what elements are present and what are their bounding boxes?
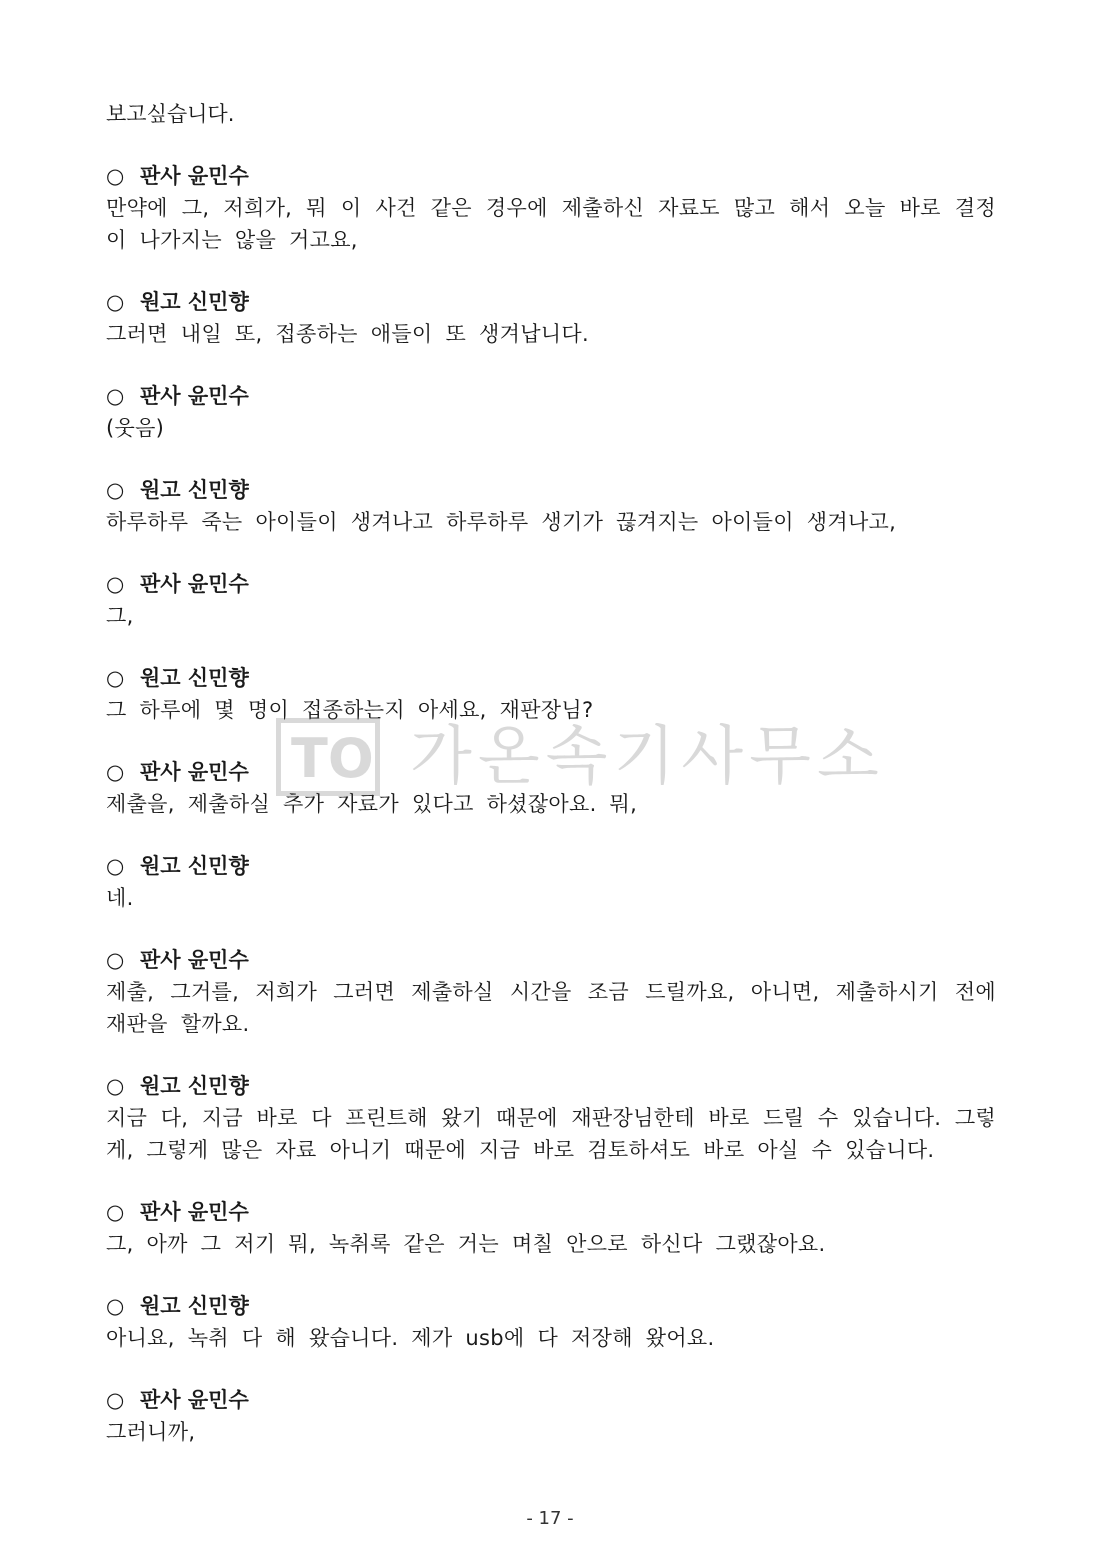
speech-text: 그 하루에 몇 명이 접종하는지 아세요, 재판장님?: [106, 698, 594, 722]
dialogue-turn: [106, 1290, 996, 1354]
speaker-line: [106, 380, 996, 412]
speaker-name: 원고 신민향: [140, 290, 249, 314]
bullet-circle-icon: ○: [106, 164, 125, 188]
speech-text: 제출을, 제출하실 추가 자료가 있다고 하셨잖아요. 뭐,: [106, 792, 638, 816]
dialogue-turn: [106, 160, 996, 256]
speaker-line: [106, 286, 996, 318]
dialogue-turn: [106, 1070, 996, 1166]
speaker-name: 원고 신민향: [140, 1294, 249, 1318]
bullet-circle-icon: ○: [106, 1200, 125, 1224]
bullet-circle-icon: ○: [106, 760, 125, 784]
speaker-name: 판사 윤민수: [140, 572, 249, 596]
speech-text: 그, 아까 그 저기 뭐, 녹취록 같은 거는 며칠 안으로 하신다 그랬잖아요.: [106, 1232, 826, 1256]
dialogue-turn: [106, 662, 996, 726]
speech-text: 그,: [106, 604, 134, 628]
speaker-line: [106, 756, 996, 788]
speaker-line: [106, 1070, 996, 1102]
dialogue-turn: [106, 474, 996, 538]
watermark-logo-text: TO: [291, 727, 374, 790]
speech-text: 제출, 그거를, 저희가 그러면 제출하실 시간을 조금 드릴까요, 아니면, 제출하시기 전에 재판을 할까요.: [106, 980, 996, 1036]
speaker-line: [106, 1384, 996, 1416]
speaker-name: 판사 윤민수: [140, 948, 249, 972]
bullet-circle-icon: ○: [106, 478, 125, 502]
bullet-circle-icon: ○: [106, 572, 125, 596]
intro-line: 보고싶습니다.: [106, 102, 235, 126]
speaker-line: [106, 160, 996, 192]
speaker-name: 원고 신민향: [140, 478, 249, 502]
speaker-line: [106, 1290, 996, 1322]
dialogue-turn: [106, 850, 996, 914]
bullet-circle-icon: ○: [106, 1074, 125, 1098]
bullet-circle-icon: ○: [106, 666, 125, 690]
speaker-name: 원고 신민향: [140, 1074, 249, 1098]
bullet-circle-icon: ○: [106, 948, 125, 972]
speech-text: 만약에 그, 저희가, 뭐 이 사건 같은 경우에 제출하신 자료도 많고 해서 오늘 바로 결정이 나가지는 않을 거고요,: [106, 196, 996, 252]
dialogue-turn: [106, 380, 996, 444]
dialogue-turn: [106, 1196, 996, 1260]
dialogue-turn: [106, 1384, 996, 1448]
speaker-name: 판사 윤민수: [140, 760, 249, 784]
speech-text: 아니요, 녹취 다 해 왔습니다. 제가 usb에 다 저장해 왔어요.: [106, 1326, 715, 1350]
speaker-name: 판사 윤민수: [140, 164, 249, 188]
speech-text: (웃음): [106, 416, 165, 440]
speaker-line: [106, 850, 996, 882]
speech-text: 그러면 내일 또, 접종하는 애들이 또 생겨납니다.: [106, 322, 589, 346]
watermark-brand-text: 가온속기사무소: [410, 720, 885, 794]
speaker-name: 판사 윤민수: [140, 384, 249, 408]
transcript-page: [106, 98, 996, 1478]
dialogue-turn: [106, 756, 996, 820]
bullet-circle-icon: ○: [106, 854, 125, 878]
speaker-line: [106, 474, 996, 506]
speaker-line: [106, 1196, 996, 1228]
dialogue-turn: [106, 944, 996, 1040]
speech-text: 그러니까,: [106, 1420, 196, 1444]
speech-text: 지금 다, 지금 바로 다 프린트해 왔기 때문에 재판장님한테 바로 드릴 수 있습니다. 그렇게, 그렇게 많은 자료 아니기 때문에 지금 바로 검토하셔도 바로 아실 수 있습니다.: [106, 1106, 996, 1162]
speaker-name: 원고 신민향: [140, 854, 249, 878]
bullet-circle-icon: ○: [106, 290, 125, 314]
speaker-line: [106, 662, 996, 694]
speech-text: 하루하루 죽는 아이들이 생겨나고 하루하루 생기가 끊겨지는 아이들이 생겨나고,: [106, 510, 897, 534]
bullet-circle-icon: ○: [106, 384, 125, 408]
bullet-circle-icon: ○: [106, 1388, 125, 1412]
bullet-circle-icon: ○: [106, 1294, 125, 1318]
speaker-line: [106, 568, 996, 600]
speech-text: 네.: [106, 886, 134, 910]
dialogue-turn: [106, 568, 996, 632]
speaker-line: [106, 944, 996, 976]
dialogue-turn: [106, 286, 996, 350]
page-number: - 17 -: [526, 1508, 574, 1529]
speaker-name: 판사 윤민수: [140, 1200, 249, 1224]
speaker-name: 원고 신민향: [140, 666, 249, 690]
speaker-name: 판사 윤민수: [140, 1388, 249, 1412]
